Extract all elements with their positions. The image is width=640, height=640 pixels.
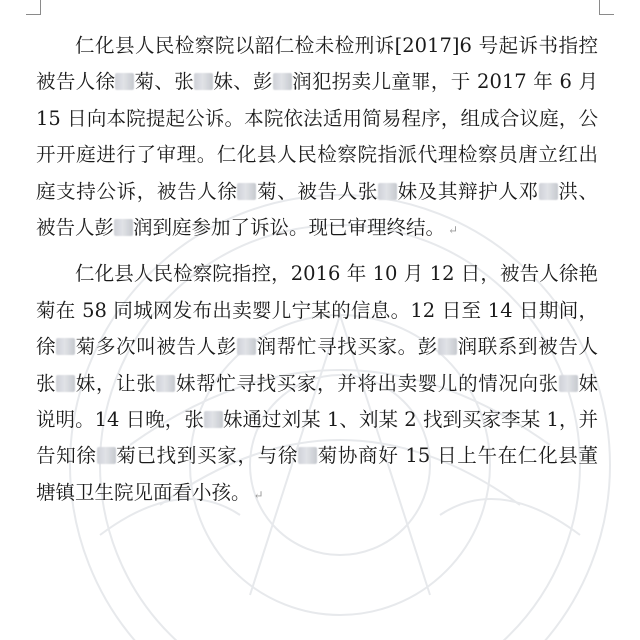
page-corner-mark-left — [26, 0, 41, 15]
text-segment: 菊、被告人张 — [256, 179, 378, 203]
redacted-name-blur — [56, 338, 75, 355]
text-segment: 妹及其辩护人邓 — [397, 179, 539, 203]
paragraph-mark: ↵ — [253, 487, 264, 502]
redacted-name-blur — [298, 447, 317, 464]
redacted-name-blur — [114, 219, 133, 236]
redacted-name-blur — [539, 183, 558, 200]
text-segment: 润到庭参加了诉讼。现已审理终结。 — [133, 216, 446, 240]
redacted-name-blur — [237, 183, 256, 200]
text-segment: 妹通过刘某 1、刘某 2 找到买家李某 1，并告知徐 — [36, 408, 598, 468]
paragraph-prosecution-allegations — [36, 256, 598, 513]
text-segment: 仁化县人民检察院以韶仁检未检刑诉[2017]6 号起诉书指控被告人徐 — [36, 34, 598, 94]
text-segment: 菊、张 — [134, 70, 195, 94]
redacted-name-blur — [237, 338, 256, 355]
text-segment: 菊协商好 15 日上午在仁化县董塘镇卫生院见面看小孩。 — [36, 444, 598, 504]
redacted-name-blur — [156, 375, 175, 392]
redacted-name-blur — [97, 447, 116, 464]
text-segment: 妹，让张 — [75, 371, 157, 395]
text-segment: 菊多次叫被告人彭 — [75, 335, 237, 359]
text-segment: 润犯拐卖儿童罪，于 2017 年 6 月 15 日向本院提起公诉。本院依法适用简易程序，组成合议庭，公开开庭进行了审理。仁化县人民检察院指派代理检察员唐立红出庭支持公诉，被告人徐 — [36, 70, 598, 203]
text-segment: 妹说明。14 日晚，张 — [36, 371, 598, 432]
redacted-name-blur — [204, 411, 223, 428]
page-corner-mark-right — [599, 0, 614, 15]
redacted-name-blur — [378, 183, 397, 200]
paragraph-mark: ↵ — [448, 223, 459, 238]
text-segment: 润联系到被告人张 — [36, 335, 598, 395]
text-segment: 仁化县人民检察院指控，2016 年 10 月 12 日，被告人徐艳菊在 58 同城网发布出卖婴儿宁某的信息。12 日至 14 日期间，徐 — [36, 262, 598, 359]
text-segment: 润帮忙寻找买家。彭 — [255, 335, 438, 359]
text-segment: 妹帮忙寻找买家，并将出卖婴儿的情况向张 — [175, 371, 559, 395]
redacted-name-blur — [273, 73, 292, 90]
paragraph-indictment-summary — [36, 28, 598, 248]
redacted-name-blur — [559, 375, 578, 392]
text-segment: 妹、彭 — [213, 70, 273, 94]
redacted-name-blur — [194, 73, 213, 90]
redacted-name-blur — [438, 338, 457, 355]
text-segment: 洪、被告人彭 — [36, 179, 598, 240]
text-segment: 菊已找到买家，与徐 — [115, 444, 299, 468]
document-body — [36, 28, 598, 513]
redacted-name-blur — [56, 375, 75, 392]
redacted-name-blur — [115, 73, 134, 90]
